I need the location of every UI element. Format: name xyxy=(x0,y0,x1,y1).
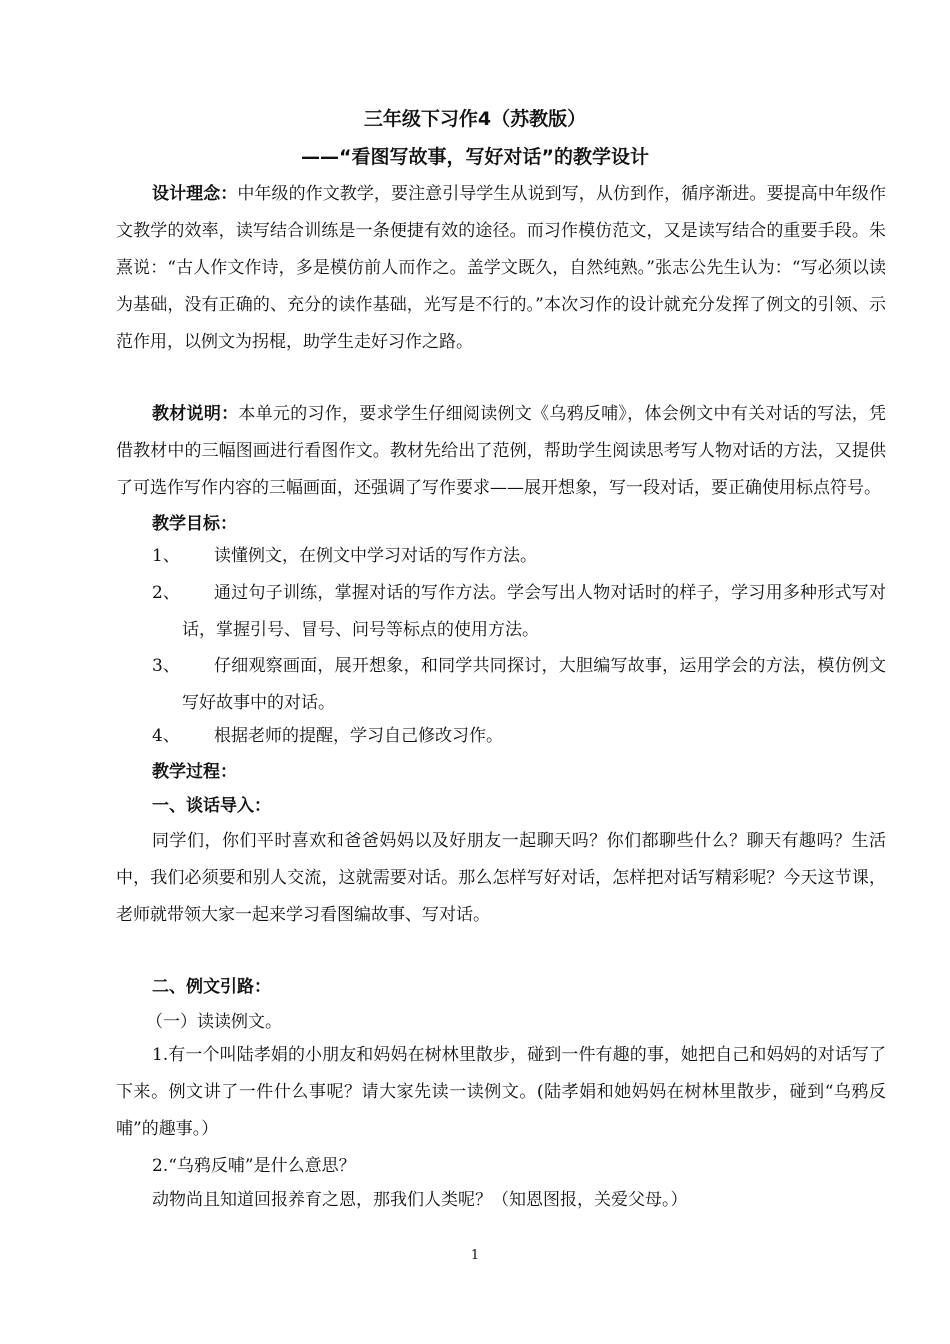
goal-item xyxy=(152,648,886,722)
example-paragraph-2: 2.“乌鸦反哺”是什么意思？ xyxy=(152,1156,356,1176)
design-concept-paragraph xyxy=(116,176,886,361)
goal-number: 4、 xyxy=(152,726,180,746)
design-concept-text: 中年级的作文教学，要注意引导学生从说到写，从仿到作，循序渐进。要提高中年级作文教学的效率，读写结合训练是一条便捷有效的途径。而习作模仿范文，又是读写结合的重要手段。朱熹说：“古人作文作诗，多是模仿前人而作之。盖学文既久，自然纯熟。”张志公先生认为：“写必须以读为基础，没有正确的、充分的读作基础，光写是不行的。”本次习作的设计就充分发挥了例文的引领、示范作用，以例文为拐棍，助学生走好习作之路。 xyxy=(116,184,887,352)
material-paragraph xyxy=(116,396,886,507)
example-paragraph-3: 动物尚且知道回报养育之恩，那我们人类呢？（知恩图报，关爱父母。） xyxy=(152,1190,688,1210)
goal-number: 3、 xyxy=(152,656,180,676)
section-example-heading: 二、例文引路： xyxy=(152,977,271,997)
goal-item xyxy=(152,718,886,755)
page-number: 1 xyxy=(470,1248,480,1263)
goal-text: 仔细观察画面，展开想象，和同学共同探讨，大胆编写故事，运用学会的方法，模仿例文写好故事中的对话。 xyxy=(182,656,886,713)
goal-number: 2、 xyxy=(152,583,180,603)
process-heading: 教学过程： xyxy=(152,762,237,782)
document-subtitle: ——“看图写故事，写好对话”的教学设计 xyxy=(301,146,649,168)
goal-item xyxy=(152,575,886,649)
subsection-read-example: （一）读读例文。 xyxy=(146,1012,282,1032)
design-concept-heading: 设计理念： xyxy=(152,184,238,204)
material-text: 本单元的习作，要求学生仔细阅读例文《乌鸦反哺》，体会例文中有关对话的写法，凭借教材中的三幅图画进行看图作文。教材先给出了范例，帮助学生阅读思考写人物对话的方法，又提供了可选作写作内容的三幅画面，还强调了写作要求——展开想象，写一段对话，要正确使用标点符号。 xyxy=(116,404,887,498)
material-heading: 教材说明： xyxy=(152,404,239,424)
goal-text: 读懂例文，在例文中学习对话的写作方法。 xyxy=(214,546,537,566)
document-title: 三年级下习作4（苏教版） xyxy=(363,108,587,130)
goal-text: 根据老师的提醒，学习自己修改习作。 xyxy=(214,726,503,746)
goal-text: 通过句子训练，掌握对话的写作方法。学会写出人物对话时的样子，学习用多种形式写对话，掌握引号、冒号、问号等标点的使用方法。 xyxy=(182,583,886,640)
goals-heading: 教学目标： xyxy=(152,514,237,534)
section-intro-text: 同学们，你们平时喜欢和爸爸妈妈以及好朋友一起聊天吗？你们都聊些什么？聊天有趣吗？生活中，我们必须要和别人交流，这就需要对话。那么怎样写好对话，怎样把对话写精彩呢？今天这节课，老师就带领大家一起来学习看图编故事、写对话。 xyxy=(116,831,886,925)
goal-item xyxy=(152,538,886,575)
goal-number: 1、 xyxy=(152,546,180,566)
example-paragraph-1: 1.有一个叫陆孝娟的小朋友和妈妈在树林里散步，碰到一件有趣的事，她把自己和妈妈的对话写了下来。例文讲了一件什么事呢？请大家先读一读例文。(陆孝娟和她妈妈在树林里散步，碰到“乌鸦反哺”的趣事。） xyxy=(116,1045,886,1139)
section-intro-heading: 一、谈话导入： xyxy=(152,796,271,816)
